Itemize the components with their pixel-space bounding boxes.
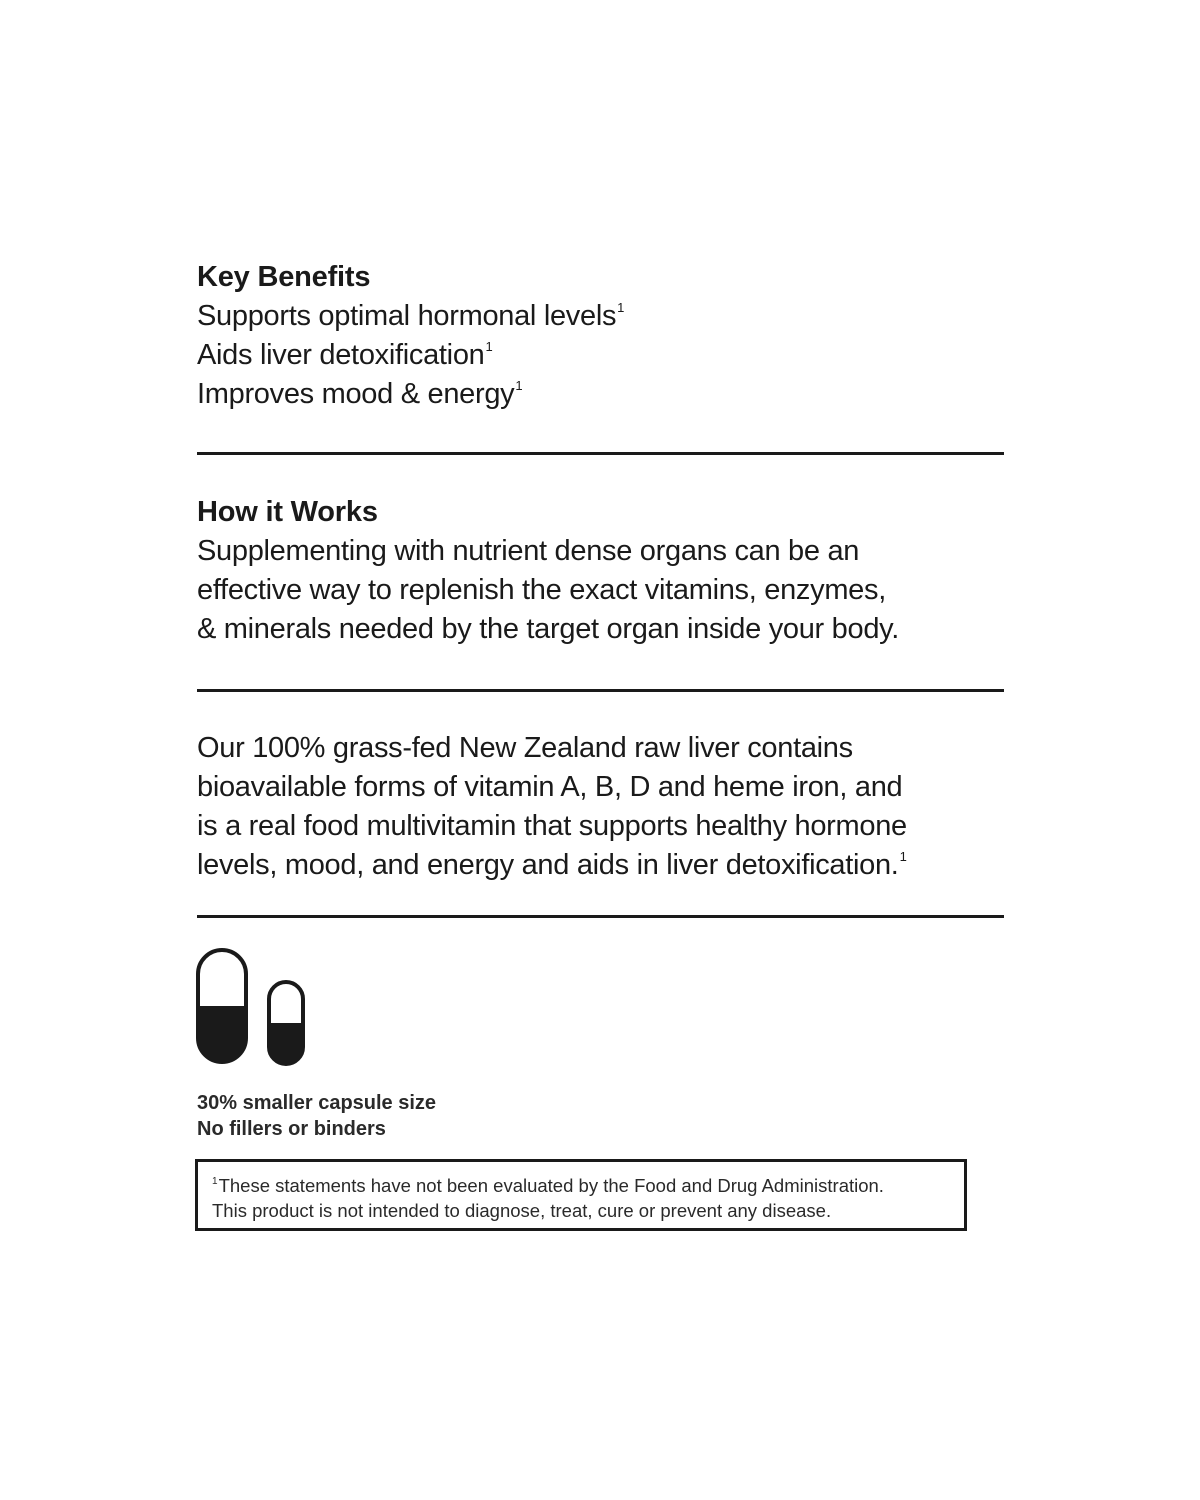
footnote-marker: 1 — [515, 378, 523, 393]
benefit-text: Aids liver detoxification — [197, 339, 485, 371]
key-benefits-heading: Key Benefits — [197, 261, 371, 293]
capsule-comparison-icons — [195, 946, 310, 1068]
benefit-text: Supports optimal hormonal levels — [197, 300, 617, 332]
capsule-large-icon — [198, 950, 246, 1062]
disclaimer-text — [212, 1173, 884, 1223]
capsule-features — [197, 1090, 436, 1142]
key-benefits-section — [197, 258, 624, 414]
how-it-works-line: & minerals needed by the target organ inside your body. — [197, 613, 899, 645]
description-line: is a real food multivitamin that supports healthy hormone — [197, 810, 907, 842]
section-divider — [197, 689, 1004, 692]
footnote-marker: 1 — [899, 849, 907, 864]
benefit-text: Improves mood & energy — [197, 378, 515, 410]
capsule-small-icon — [269, 982, 303, 1064]
fda-disclaimer-box — [195, 1159, 967, 1231]
section-divider — [197, 452, 1004, 455]
feature-item: No fillers or binders — [197, 1118, 386, 1140]
how-it-works-line: Supplementing with nutrient dense organs can be an — [197, 535, 860, 567]
how-it-works-line: effective way to replenish the exact vitamins, enzymes, — [197, 574, 886, 606]
how-it-works-heading: How it Works — [197, 496, 378, 528]
description-line: Our 100% grass-fed New Zealand raw liver contains — [197, 732, 853, 764]
description-line: bioavailable forms of vitamin A, B, D and heme iron, and — [197, 771, 903, 803]
disclaimer-line — [212, 1173, 884, 1198]
benefit-item — [197, 336, 624, 375]
product-description-section — [197, 729, 907, 885]
disclaimer-line-text: These statements have not been evaluated by the Food and Drug Administration. — [218, 1175, 884, 1196]
description-text: levels, mood, and energy and aids in liver detoxification. — [197, 849, 899, 881]
section-divider — [197, 915, 1004, 918]
how-it-works-section — [197, 493, 899, 649]
footnote-marker: 1 — [212, 1176, 218, 1187]
benefit-item — [197, 375, 624, 414]
feature-item: 30% smaller capsule size — [197, 1092, 437, 1114]
footnote-marker: 1 — [617, 300, 625, 315]
disclaimer-line: This product is not intended to diagnose, treat, cure or prevent any disease. — [212, 1200, 832, 1221]
description-line — [197, 846, 907, 885]
footnote-marker: 1 — [485, 339, 493, 354]
benefit-item — [197, 297, 624, 336]
